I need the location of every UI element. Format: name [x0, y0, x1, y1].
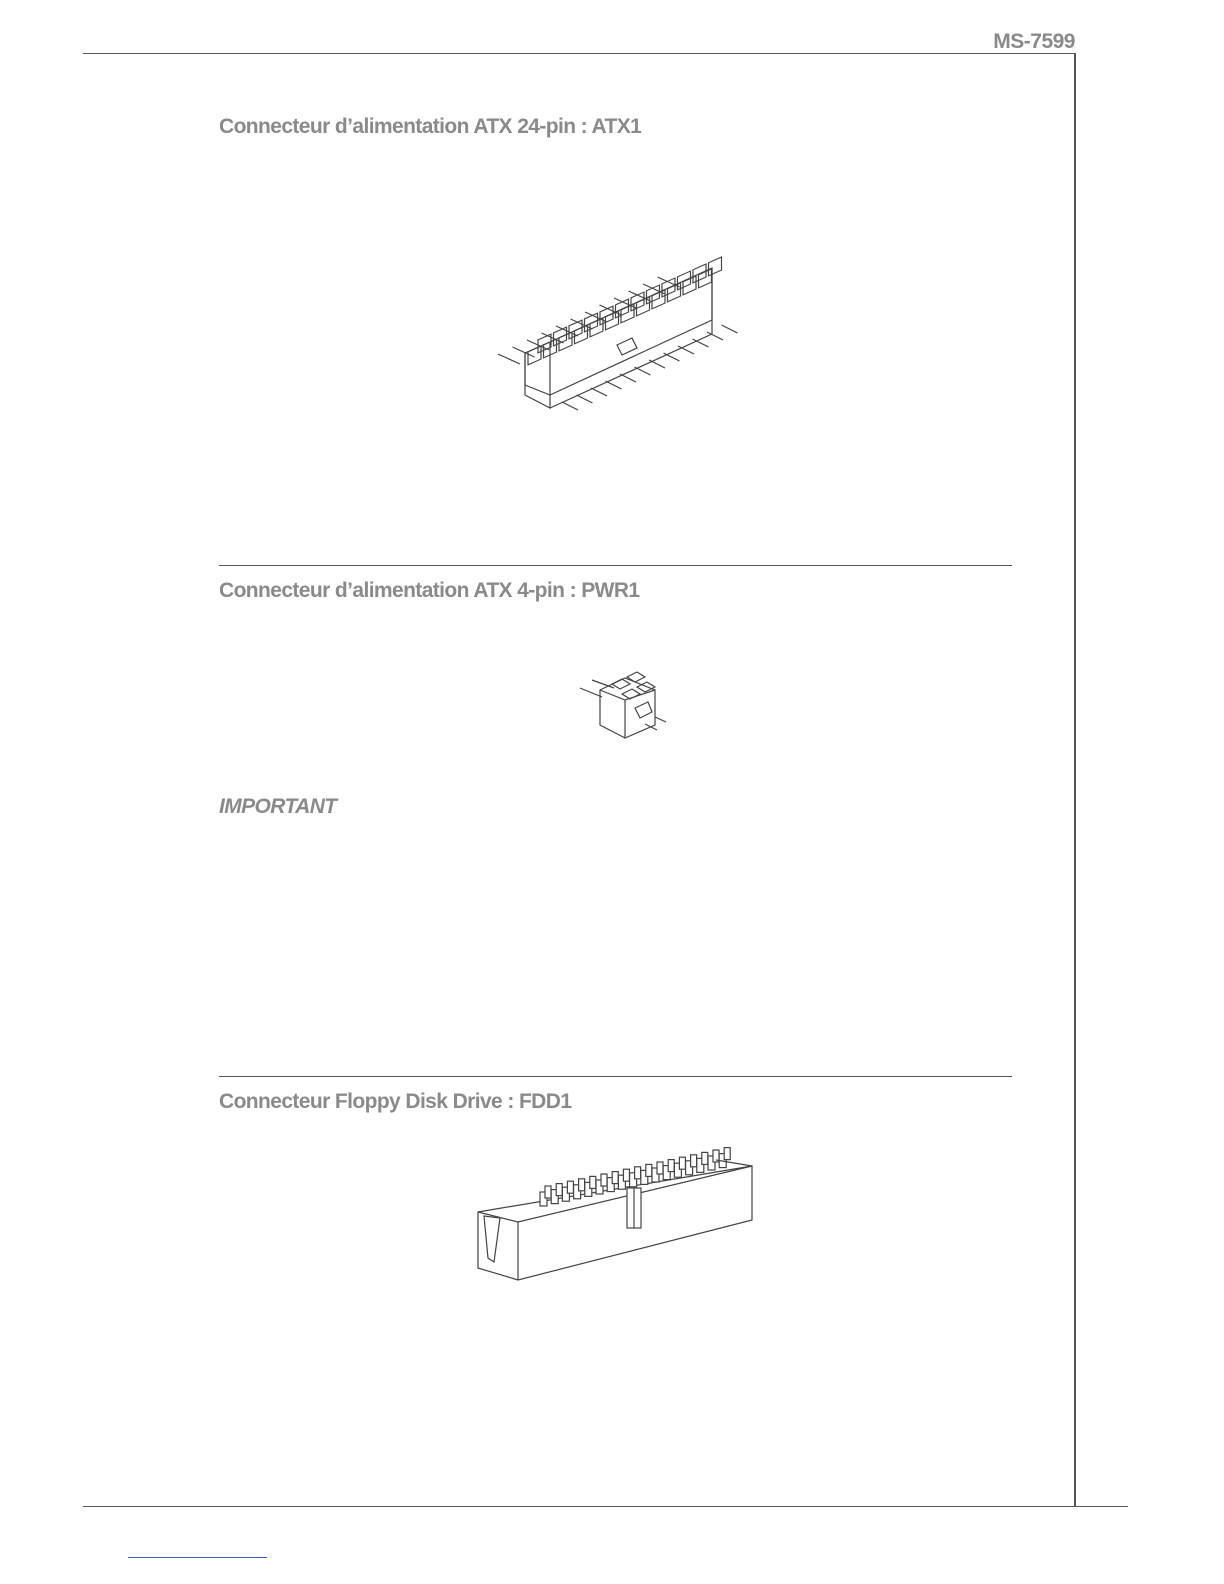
footer-rule	[83, 1506, 1128, 1507]
header-rule	[83, 53, 1076, 54]
important-note-label: IMPORTANT	[219, 795, 337, 818]
section-divider-2	[219, 1076, 1012, 1077]
section-title-fdd1: Connecteur Floppy Disk Drive : FDD1	[219, 1090, 572, 1113]
section-divider-1	[219, 565, 1012, 566]
section-title-atx1: Connecteur d’alimentation ATX 24-pin : ATX1	[219, 115, 642, 138]
section-title-pwr1: Connecteur d’alimentation ATX 4-pin : PWR1	[219, 579, 640, 602]
footer-link-underline[interactable]	[128, 1557, 267, 1558]
right-margin-rule	[1074, 53, 1076, 1507]
model-number: MS-7599	[993, 30, 1075, 53]
